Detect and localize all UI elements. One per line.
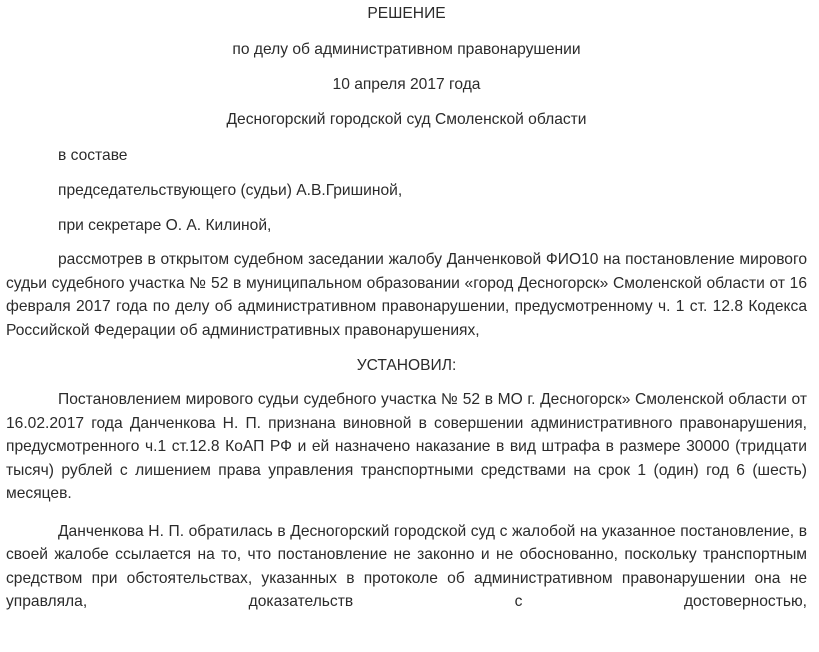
court-secretary: при секретаре О. А. Килиной, bbox=[58, 217, 272, 234]
decision-date: 10 апреля 2017 года bbox=[332, 76, 481, 93]
document-title: РЕШЕНИЕ bbox=[367, 5, 446, 22]
presiding-judge: председательствующего (судьи) А.В.Гришиной, bbox=[58, 182, 403, 199]
established-heading: УСТАНОВИЛ: bbox=[356, 357, 457, 374]
appeal-paragraph: Данченкова Н. П. обратилась в Десногорский городской суд с жалобой на указанное постановление, в своей жалобе ссылается на то, что постановление не законно и не обоснованно, поскольку транспортным средством при обстоятельствах, указанных в протоколе об административном правонарушении она не управляла, доказательств с достоверностью, bbox=[6, 522, 807, 610]
court-decision-document bbox=[6, 0, 807, 614]
document-subtitle: по делу об административном правонарушении bbox=[232, 41, 581, 58]
established-paragraph: Постановлением мирового судьи судебного участка № 52 в МО г. Десногорск» Смоленской области от 16.02.2017 года Данченкова Н. П. признана виновной в совершении административного правонарушения, предусмотренного ч.1 ст.12.8 КоАП РФ и ей назначено наказание в вид штрафа в размере 30000 (тридцати тысяч) рублей с лишением права управления транспортными средствами на срок 1 (один) год 6 (шесть) месяцев. bbox=[6, 391, 807, 502]
considering-paragraph: рассмотрев в открытом судебном заседании жалобу Данченковой ФИО10 на постановление мирового судьи судебного участка № 52 в муниципальном образовании «город Десногорск» Смоленской области от 16 февраля 2017 года по делу об административном правонарушении, предусмотренному ч. 1 ст. 12.8 Кодекса Российской Федерации об административных правонарушениях, bbox=[6, 251, 807, 339]
composition-intro: в составе bbox=[58, 147, 128, 164]
court-name: Десногорский городской суд Смоленской области bbox=[226, 111, 587, 128]
